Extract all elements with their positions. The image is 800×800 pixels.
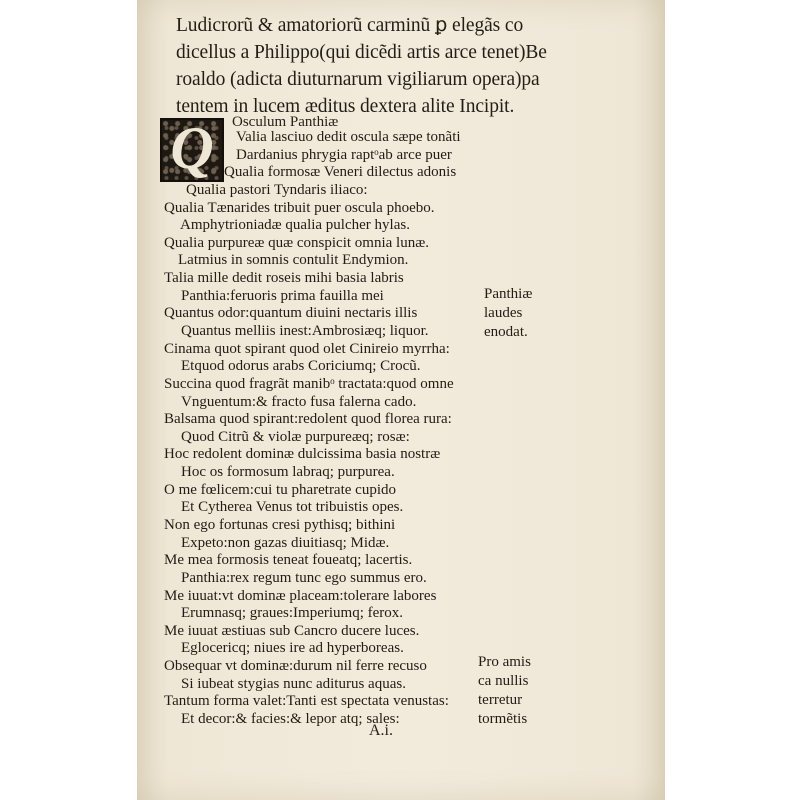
margin-note-line: Panthiæ [484, 286, 533, 302]
verse-line: Cinama quot spirant quod olet Cinireio myrrha: [164, 341, 450, 357]
verse-line: Hoc redolent dominæ dulcissima basia nostræ [164, 446, 441, 462]
margin-note-panthia [484, 285, 532, 342]
verse-line: Valia lasciuo dedit oscula sæpe tonãti [236, 129, 461, 145]
signature-mark: A.i. [369, 722, 393, 739]
verse-line: Panthia:feruoris prima fauilla mei [181, 288, 384, 304]
verse-line: Qualia purpureæ quæ conspicit omnia lunæ. [164, 235, 429, 251]
margin-note-line: Pro amis [478, 654, 531, 670]
heading-line: tentem in lucem æditus dextera alite Incipit. [176, 96, 515, 117]
margin-note-line: tormẽtis [478, 711, 528, 727]
verse-line: Tantum forma valet:Tanti est spectata venustas: [164, 693, 449, 709]
verse-line: Et decor:& facies:& lepor atq; sales: [181, 711, 400, 727]
verse-line: Panthia:rex regum tunc ego summus ero. [181, 570, 427, 586]
verse-line: Etquod odorus arabs Coriciumq; Crocũ. [181, 358, 421, 374]
verse-line: Latmius in somnis contulit Endymion. [178, 252, 409, 268]
verse-line: Dardanius phrygia raptᵒab arce puer [236, 147, 452, 163]
margin-note-line: terretur [478, 692, 523, 708]
verse-line: Amphytrioniadæ qualia pulcher hylas. [180, 217, 410, 233]
verse-line: Vnguentum:& fracto fusa falerna cado. [181, 394, 417, 410]
margin-note-pro-amica [478, 653, 531, 729]
margin-note-line: enodat. [484, 324, 528, 340]
verse-line: Eglocericq; niues ire ad hyperboreas. [181, 640, 404, 656]
verse-line: Quantus odor:quantum diuini nectaris illis [164, 305, 418, 321]
verse-line: Et Cytherea Venus tot tribuistis opes. [181, 499, 404, 515]
verse-line: Si iubeat stygias nunc aditurus aquas. [181, 676, 406, 692]
heading-line: Ludicrorũ & amatoriorũ carminũ ꝑ elegãs co [176, 15, 524, 36]
verse-line: Talia mille dedit roseis mihi basia labris [164, 270, 404, 286]
verse-line: Erumnasq; graues:Imperiumq; ferox. [181, 605, 404, 621]
verse-line: Quod Citrũ & violæ purpureæq; rosæ: [181, 429, 410, 445]
verse-line: Me mea formosis teneat foueatq; lacertis. [164, 552, 413, 568]
heading-line: dicellus a Philippo(qui dicẽdi artis arce tenet)Be [176, 42, 547, 63]
verse-line: O me fœlicem:cui tu pharetrate cupido [164, 482, 396, 498]
verse-line: Quantus melliis inest:Ambrosiæq; liquor. [181, 323, 429, 339]
initial-letter: Q [170, 115, 214, 181]
verse-line: Non ego fortunas cresi pythisq; bithini [164, 517, 396, 533]
verse-line: Hoc os formosum labraq; purpurea. [181, 464, 395, 480]
verse-line: Qualia Tænarides tribuit puer oscula phoebo. [164, 200, 435, 216]
verse-line: Succina quod fragrãt manibᵒ tractata:quod omne [164, 376, 454, 392]
poem-title: Osculum Panthiæ [232, 114, 339, 130]
margin-note-line: laudes [484, 305, 523, 321]
heading-line: roaldo (adicta diuturnarum vigiliarum opera)pa [176, 69, 540, 90]
verse-line: Me iuuat æstiuas sub Cancro ducere luces. [164, 623, 420, 639]
verse-line: Qualia formosæ Veneri dilectus adonis [224, 164, 457, 180]
verse-line: Me iuuat:vt dominæ placeam:tolerare labores [164, 588, 437, 604]
verse-line: Balsama quod spirant:redolent quod florea rura: [164, 411, 452, 427]
verse-line: Expeto:non gazas diuitiasq; Midæ. [181, 535, 390, 551]
verse-line: Qualia pastori Tyndaris iliaco: [186, 182, 368, 198]
margin-note-line: ca nullis [478, 673, 529, 689]
verse-line: Obsequar vt dominæ:durum nil ferre recuso [164, 658, 427, 674]
